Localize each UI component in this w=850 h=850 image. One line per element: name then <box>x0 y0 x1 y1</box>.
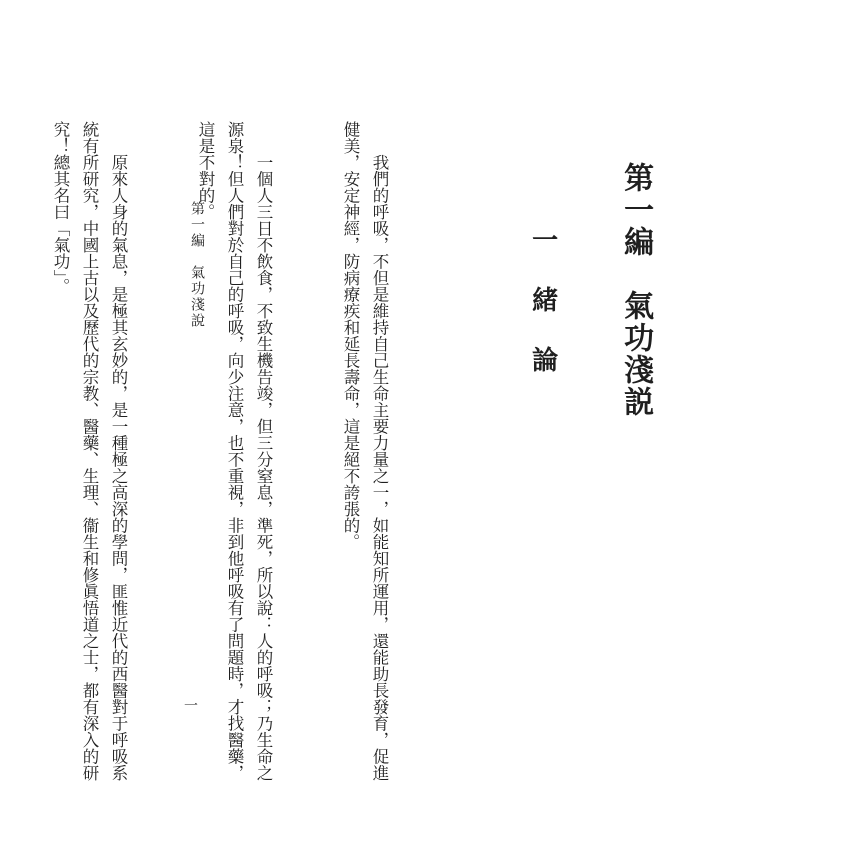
paragraph-2: 一個人三日不飲食，不致生機告竣，但三分窒息，準死，所以說：人的呼吸；乃生命之源泉！但人們對於自己的呼吸，向少注意，也不重視，非到他呼吸有了問題時，才找醫藥，這是不對的。 <box>196 121 273 781</box>
chapter-title: 一 緒 論 <box>528 226 558 376</box>
body-text <box>0 121 452 784</box>
running-title: 第一編 氣功淺說 <box>189 201 204 329</box>
paragraph-3: 原來人身的氣息，是極其玄妙的，是一種極之高深的學問，匪惟近代的西醫對于呼吸系統有所研究，中國上古以及歷代的宗教、醫藥、生理、衞生和修眞悟道之士，都有深入的研究！總其名曰「氣功」。 <box>51 121 128 781</box>
paragraph-1: 我們的呼吸，不但是維持自己生命主要力量之一，如能知所運用，還能助長發育，促進健美，安定神經，防病療疾和延長壽命，這是絕不誇張的。 <box>341 121 389 781</box>
page-number: 一 <box>182 698 197 712</box>
main-title: 第一編 氣功淺説 <box>619 162 653 418</box>
